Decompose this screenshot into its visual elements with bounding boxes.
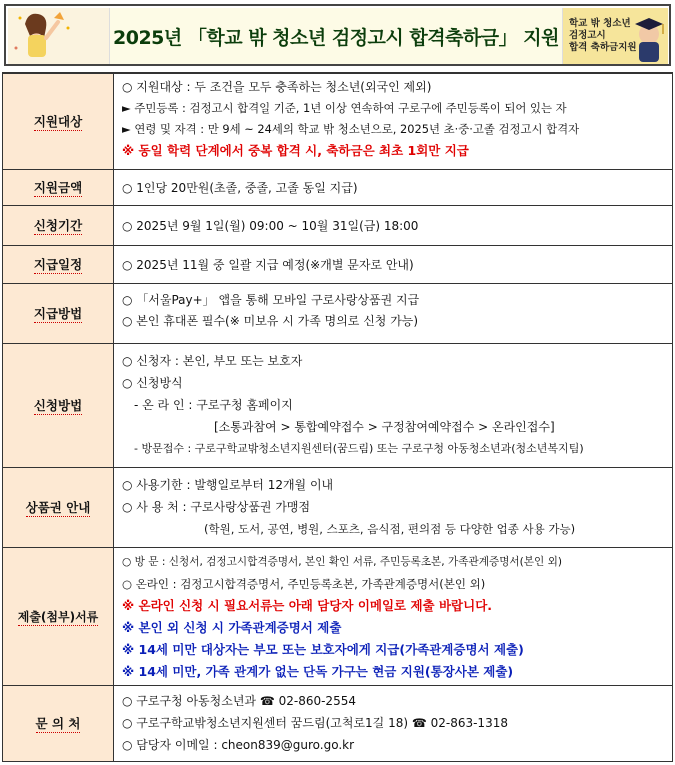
row-label xyxy=(3,468,114,547)
note-line: ※ 14세 미만, 가족 관계가 없는 단독 가구는 현금 지원(통장사본 제출) xyxy=(122,664,514,679)
content-line: ○ 구로구학교밖청소년지원센터 꿈드림(고척로1길 18) ☎ 02-863-1318 xyxy=(122,716,508,730)
content-line: (학원, 도서, 공연, 병원, 스포츠, 음식점, 편의점 등 다양한 업종 사용 가능) xyxy=(204,522,576,536)
row-content xyxy=(114,206,672,245)
row-contact xyxy=(2,686,673,762)
row-label-text: 지급방법 xyxy=(33,306,83,321)
warning-line: ※ 온라인 신청 시 필요서류는 아래 담당자 이메일로 제출 바랍니다. xyxy=(122,598,493,613)
content-line: ○ 1인당 20만원(초졸, 중졸, 고졸 동일 지급) xyxy=(122,180,358,195)
row-content xyxy=(114,170,672,205)
row-label-text: 제출(첨부)서류 xyxy=(17,609,99,624)
row-label xyxy=(3,686,114,761)
content-line: ► 주민등록 : 검정고시 합격일 기준, 1년 이상 연속하여 구로구에 주민등록이 되어 있는 자 xyxy=(122,101,567,115)
row-content xyxy=(114,74,672,169)
content-line: ► 연령 및 자격 : 만 9세 ~ 24세의 학교 밖 청소년으로, 2025년 초·중·고졸 검정고시 합격자 xyxy=(122,122,580,136)
row-docs xyxy=(2,548,673,686)
row-content xyxy=(114,468,672,547)
content-line: - 방문접수 : 구로구학교밖청소년지원센터(꿈드림) 또는 구로구청 아동청소년과(청소년복지팀) xyxy=(134,442,584,455)
content-line: - 온 라 인 : 구로구청 홈페이지 xyxy=(134,398,293,412)
row-label xyxy=(3,284,114,343)
row-label-text: 상품권 안내 xyxy=(25,500,91,515)
content-line: ○ 본인 휴대폰 필수(※ 미보유 시 가족 명의로 신청 가능) xyxy=(122,314,419,328)
row-label xyxy=(3,206,114,245)
row-label-text: 신청기간 xyxy=(33,218,83,233)
row-label xyxy=(3,170,114,205)
row-content xyxy=(114,344,672,467)
content-line: ○ 사 용 처 : 구로사랑상품권 가맹점 xyxy=(122,500,311,514)
row-label-text: 지원금액 xyxy=(33,180,83,195)
row-label-text: 신청방법 xyxy=(33,398,83,413)
page-title: 2025년 「학교 밖 청소년 검정고시 합격축하금」 지원 xyxy=(110,8,562,64)
row-content xyxy=(114,284,672,343)
row-label-text: 문 의 처 xyxy=(35,716,81,731)
row-target xyxy=(2,72,673,170)
content-line: ○ 온라인 : 검정고시합격증명서, 주민등록초본, 가족관계증명서(본인 외) xyxy=(122,577,486,591)
content-line: ○ 지원대상 : 두 조건을 모두 충족하는 청소년(외국인 제외) xyxy=(122,80,432,94)
girl-illustration-icon xyxy=(8,8,110,64)
content-line: ○ 방 문 : 신청서, 검정고시합격증명서, 본인 확인 서류, 주민등록초본, 가족관계증명서(본인 외) xyxy=(122,556,562,568)
row-content xyxy=(114,548,672,685)
row-label xyxy=(3,344,114,467)
content-line: ○ 신청자 : 본인, 부모 또는 보호자 xyxy=(122,354,303,368)
warning-line: ※ 동일 학력 단계에서 중복 합격 시, 축하금은 최초 1회만 지급 xyxy=(122,143,469,158)
row-content xyxy=(114,686,672,761)
graduate-badge xyxy=(562,8,668,64)
badge-line: 학교 밖 청소년 xyxy=(569,18,631,29)
row-content xyxy=(114,246,672,283)
content-line: ○ 「서울Pay+」 앱을 통해 모바일 구로사랑상품권 지급 xyxy=(122,293,420,307)
row-voucher xyxy=(2,468,673,548)
row-method xyxy=(2,284,673,344)
content-line: ○ 2025년 11월 중 일괄 지급 예정(※개별 문자로 안내) xyxy=(122,257,414,272)
header xyxy=(0,0,675,72)
badge-caption xyxy=(569,18,639,54)
row-label xyxy=(3,246,114,283)
row-label-text: 지원대상 xyxy=(33,114,83,129)
row-paydate xyxy=(2,246,673,284)
row-label xyxy=(3,548,114,685)
note-line: ※ 14세 미만 대상자는 부모 또는 보호자에게 지급(가족관계증명서 제출) xyxy=(122,642,524,657)
badge-line: 검정고시 xyxy=(569,30,606,41)
note-line: ※ 본인 외 신청 시 가족관계증명서 제출 xyxy=(122,620,342,635)
content-line: ○ 사용기한 : 발행일로부터 12개월 이내 xyxy=(122,478,334,492)
row-label xyxy=(3,74,114,169)
row-period xyxy=(2,206,673,246)
row-label-text: 지급일정 xyxy=(33,257,83,272)
badge-line: 합격 축하금지원 xyxy=(569,42,637,53)
content-line: [소통과참여 > 통합예약접수 > 구정참여예약접수 > 온라인접수] xyxy=(214,420,555,434)
email-line[interactable]: ○ 담당자 이메일 : cheon839@guro.go.kr xyxy=(122,738,355,752)
content-line: ○ 구로구청 아동청소년과 ☎ 02-860-2554 xyxy=(122,694,356,708)
content-line: ○ 신청방식 xyxy=(122,376,183,390)
content-line: ○ 2025년 9월 1일(월) 09:00 ~ 10월 31일(금) 18:00 xyxy=(122,218,419,233)
row-amount xyxy=(2,170,673,206)
row-apply xyxy=(2,344,673,468)
